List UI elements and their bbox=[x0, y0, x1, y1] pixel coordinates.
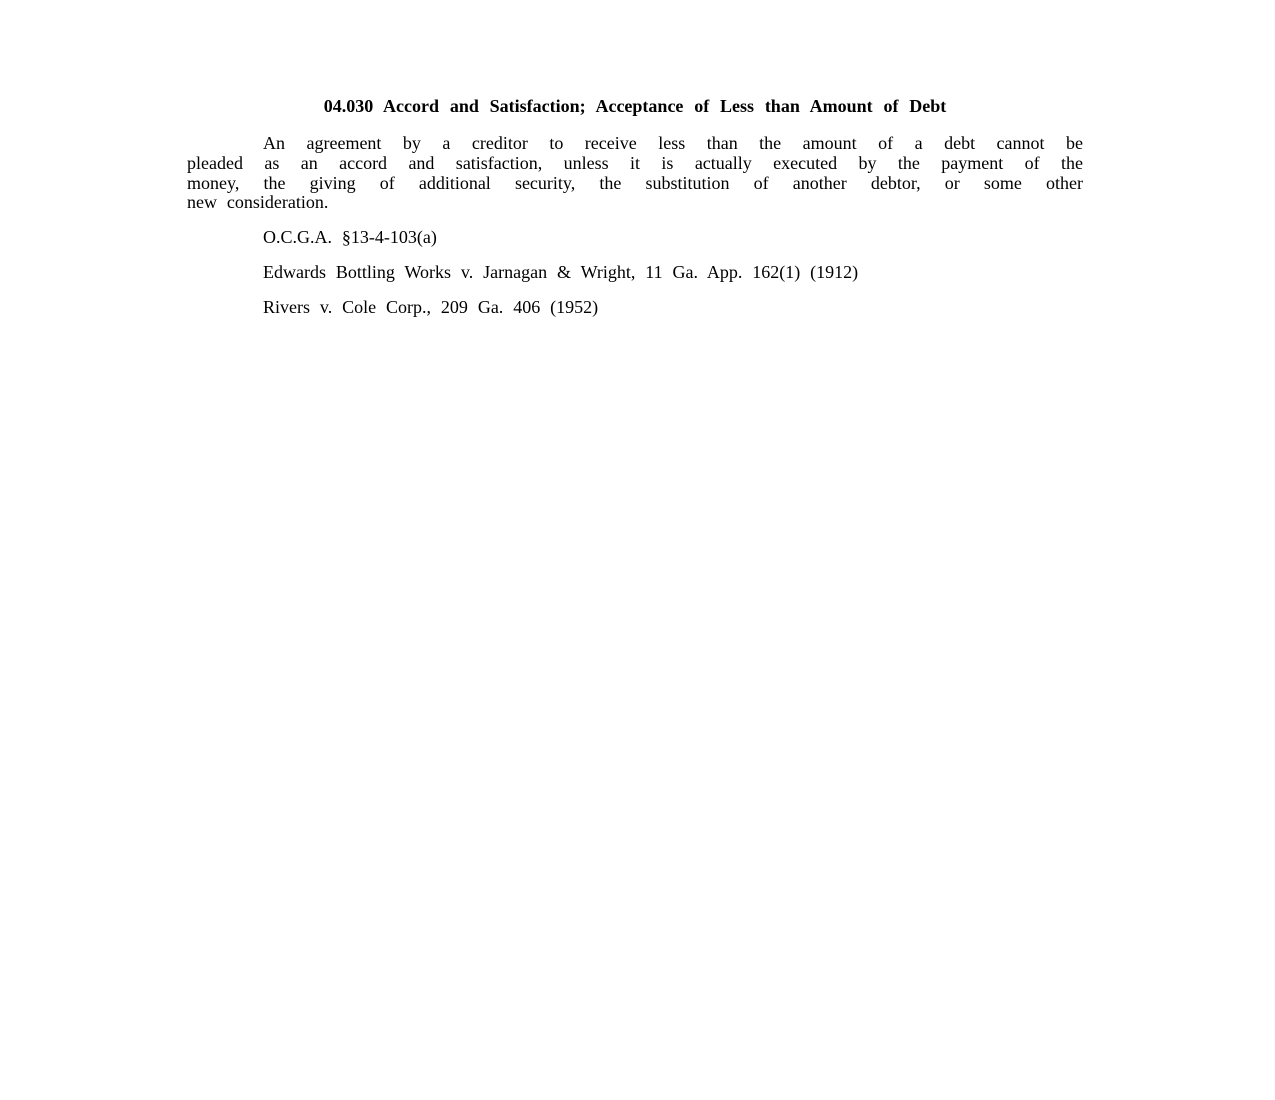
citation-case: Edwards Bottling Works v. Jarnagan & Wright, 11 Ga. App. 162(1) (1912) bbox=[263, 261, 859, 282]
body-line: new consideration. bbox=[187, 192, 329, 213]
body-line: An agreement by a creditor to receive less than the amount of a debt cannot be bbox=[263, 133, 1083, 153]
citation-case: Rivers v. Cole Corp., 209 Ga. 406 (1952) bbox=[263, 296, 599, 317]
body-line: pleaded as an accord and satisfaction, unless it is actually executed by the payment of the bbox=[187, 152, 1083, 173]
instruction-title: 04.030 Accord and Satisfaction; Acceptance of Less than Amount of Debt bbox=[323, 96, 947, 116]
citation-statute: O.C.G.A. §13-4-103(a) bbox=[263, 227, 437, 248]
document-content bbox=[187, 96, 1083, 318]
instruction-body bbox=[187, 134, 1083, 213]
body-line: money, the giving of additional security, the substitution of another debtor, or some other bbox=[187, 172, 1083, 193]
